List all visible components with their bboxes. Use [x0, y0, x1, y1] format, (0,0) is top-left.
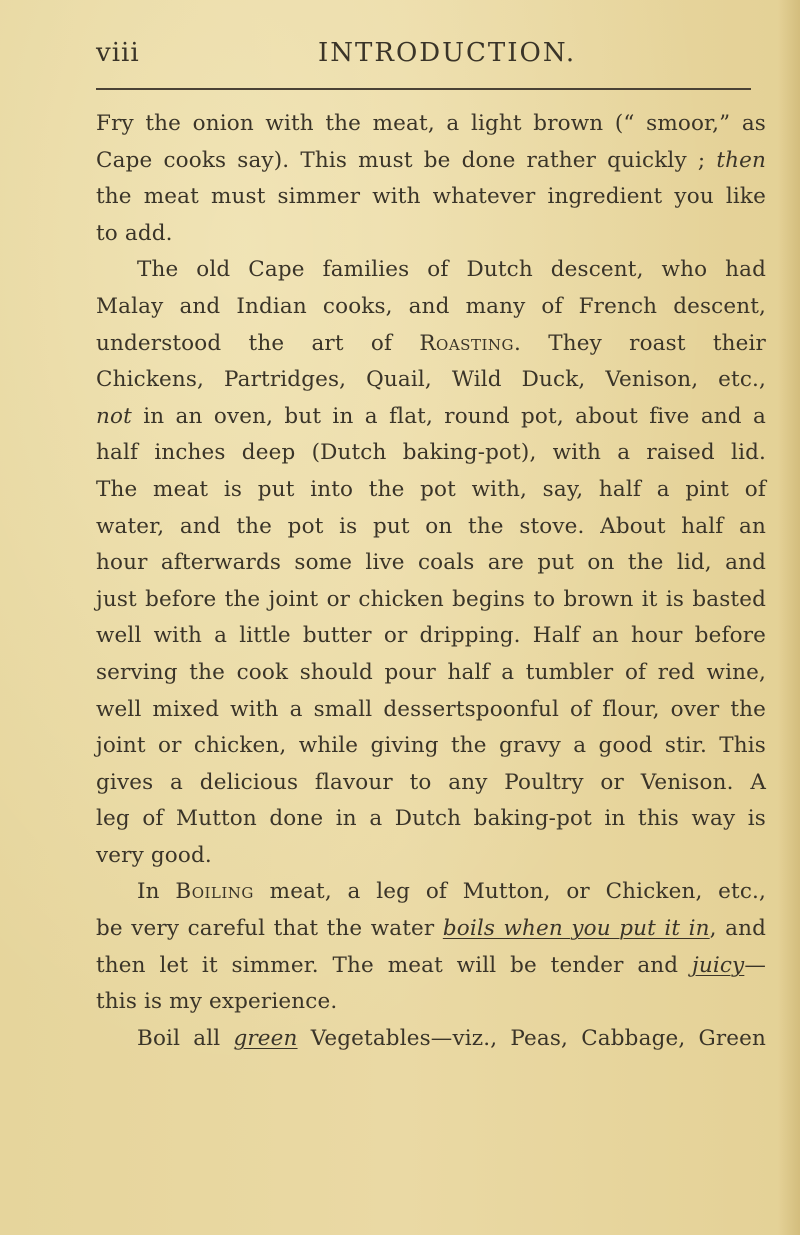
- text-line: leg of Mutton done in a Dutch baking-pot in this way is: [96, 806, 766, 832]
- body-text: [96, 106, 766, 1057]
- text-line: water, and the pot is put on the stove. About half an: [96, 513, 766, 539]
- text-line: be very careful that the water boils when you put it in, and: [96, 916, 766, 942]
- page-number: viii: [96, 38, 140, 68]
- paragraph-start: Boil all green Vegetables—viz., Peas, Cabbage, Green: [137, 1025, 766, 1051]
- text-line: Cape cooks say). This must be done rather quickly ; then: [96, 147, 766, 173]
- small-caps-term: Boiling: [175, 879, 254, 905]
- text-line: serving the cook should pour half a tumbler of red wine,: [96, 659, 766, 685]
- text-line: Malay and Indian cooks, and many of French descent,: [96, 293, 766, 319]
- emphasis: not: [96, 403, 132, 429]
- text-line: this is my experience.: [96, 989, 338, 1015]
- emphasis: juicy: [692, 952, 745, 978]
- text-line: Chickens, Partridges, Quail, Wild Duck, Venison, etc.,: [96, 367, 766, 393]
- text-line: joint or chicken, while giving the gravy a good stir. This: [96, 733, 766, 759]
- text-line: The meat is put into the pot with, say, half a pint of: [96, 476, 766, 502]
- text-line: very good.: [96, 842, 212, 868]
- text-line: gives a delicious flavour to any Poultry or Venison. A: [96, 769, 766, 795]
- paragraph-start: The old Cape families of Dutch descent, who had: [137, 257, 766, 283]
- page-edge-shadow: [778, 0, 800, 1235]
- running-head: INTRODUCTION.: [318, 38, 577, 68]
- emphasis: then: [716, 147, 766, 173]
- paragraph-start: In Boiling meat, a leg of Mutton, or Chicken, etc.,: [137, 879, 766, 905]
- small-caps-term: Roasting: [419, 330, 514, 356]
- text-line: well with a little butter or dripping. Half an hour before: [96, 623, 766, 649]
- emphasis: boils when you put it in: [442, 916, 710, 942]
- text-line: to add.: [96, 220, 173, 246]
- text-line: not in an oven, but in a flat, round pot, about five and a: [96, 403, 766, 429]
- text-line: the meat must simmer with whatever ingredient you like: [96, 184, 766, 210]
- text-line: then let it simmer. The meat will be tender and juicy—: [96, 952, 766, 978]
- text-line: Fry the onion with the meat, a light brown (“ smoor,” as: [96, 111, 766, 136]
- page-header: [96, 38, 746, 82]
- text-line: understood the art of Roasting. They roast their: [96, 330, 766, 356]
- emphasis: green: [233, 1025, 298, 1051]
- text-line: hour afterwards some live coals are put on the lid, and: [96, 550, 766, 576]
- header-rule: [96, 88, 751, 90]
- text-line: just before the joint or chicken begins to brown it is basted: [96, 586, 766, 612]
- text-line: half inches deep (Dutch baking-pot), with a raised lid.: [96, 440, 766, 466]
- text-line: well mixed with a small dessertspoonful of flour, over the: [96, 696, 766, 722]
